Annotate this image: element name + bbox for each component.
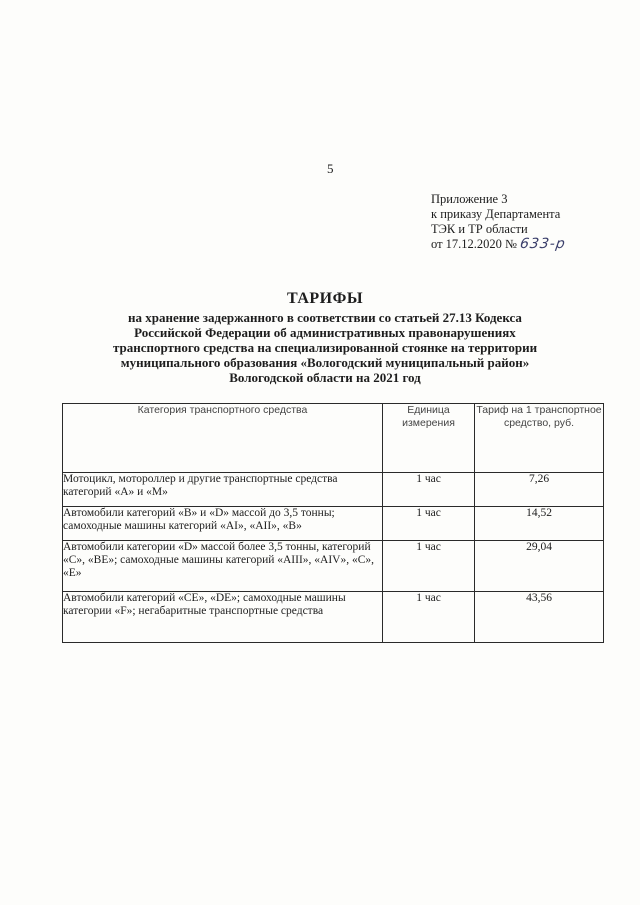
row-unit: 1 час <box>383 592 475 643</box>
row-unit: 1 час <box>383 473 475 507</box>
header-category: Категория транспортного средства <box>63 404 383 473</box>
header-tariff: Тариф на 1 транспортное средство, руб. <box>475 404 604 473</box>
subtitle-line: на хранение задержанного в соответствии со статьей 27.13 Кодекса <box>128 310 522 325</box>
row-category: Автомобили категории «D» массой более 3,5 тонны, категорий «C», «BE»; самоходные машины категорий «AIII», «AIV», «C», «E» <box>63 541 383 592</box>
tariff-table <box>62 403 604 643</box>
appendix-note <box>431 192 631 252</box>
table-row <box>63 541 604 592</box>
row-category: Автомобили категорий «B» и «D» массой до 3,5 тонны; самоходные машины категорий «AI», «AII», «B» <box>63 507 383 541</box>
subtitle-line: Российской Федерации об административных правонарушениях <box>134 325 516 340</box>
page-number: 5 <box>327 161 334 176</box>
handwritten-order-number: 633-р <box>519 236 567 252</box>
appendix-date: от 17.12.2020 № <box>431 237 517 251</box>
subtitle-line: муниципального образования «Вологодский муниципальный район» <box>120 355 530 370</box>
row-category: Мотоцикл, мотороллер и другие транспортные средства категорий «А» и «М» <box>63 473 383 507</box>
table-row <box>63 592 604 643</box>
document-title: ТАРИФЫ <box>286 290 364 307</box>
row-tariff: 14,52 <box>475 507 604 541</box>
appendix-line-3: ТЭК и ТР области <box>431 222 528 236</box>
table-header-row <box>63 404 604 473</box>
appendix-line-2: к приказу Департамента <box>431 207 561 221</box>
header-unit: Единица измерения <box>383 404 475 473</box>
document-subtitle <box>60 310 590 385</box>
row-tariff: 7,26 <box>475 473 604 507</box>
row-category: Автомобили категорий «CE», «DE»; самоходные машины категории «F»; негабаритные транспортные средства <box>63 592 383 643</box>
subtitle-line: транспортного средства на специализированной стоянке на территории <box>112 340 538 355</box>
row-tariff: 43,56 <box>475 592 604 643</box>
row-unit: 1 час <box>383 541 475 592</box>
table-row <box>63 507 604 541</box>
row-tariff: 29,04 <box>475 541 604 592</box>
subtitle-line: Вологодской области на 2021 год <box>229 370 421 385</box>
title-block <box>60 290 590 385</box>
appendix-date-line <box>431 237 631 252</box>
row-unit: 1 час <box>383 507 475 541</box>
appendix-line-1: Приложение 3 <box>431 192 508 206</box>
table-row <box>63 473 604 507</box>
